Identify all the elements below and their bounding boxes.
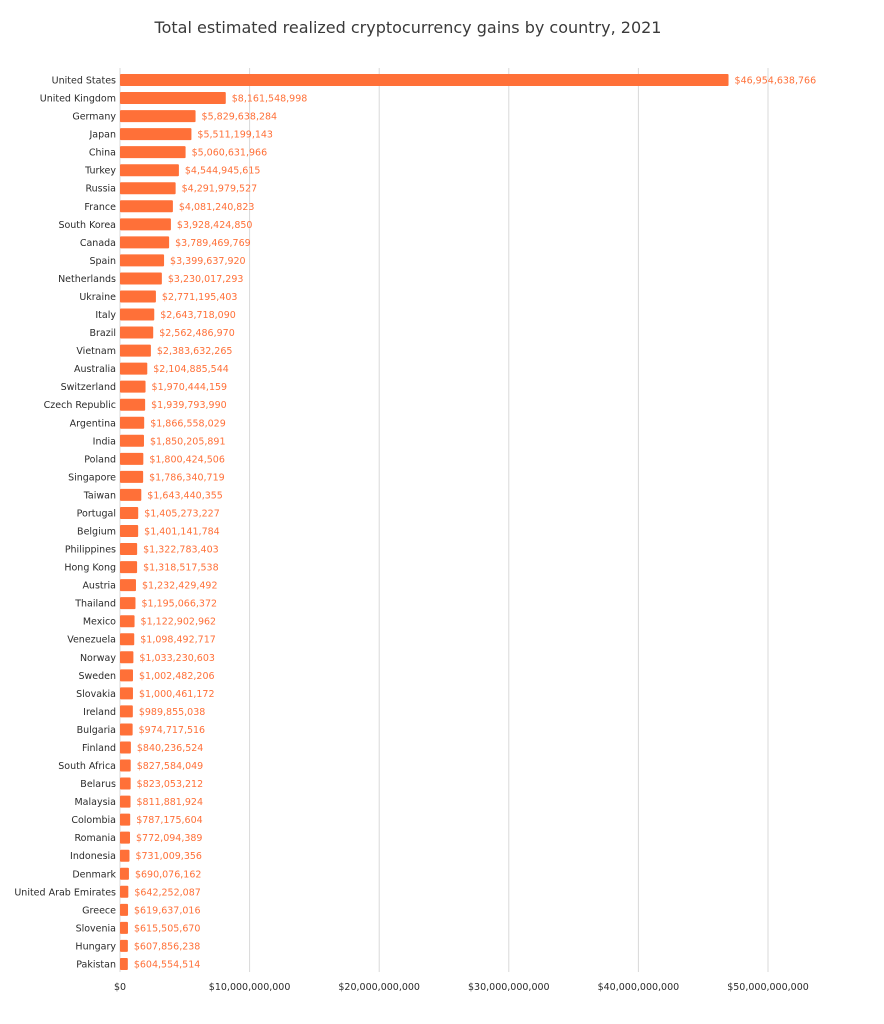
value-label: $1,000,461,172 bbox=[138, 688, 215, 700]
category-label: Bulgaria bbox=[76, 724, 116, 736]
value-label: $1,405,273,227 bbox=[144, 508, 220, 520]
bar bbox=[120, 741, 131, 753]
value-label: $1,322,783,403 bbox=[143, 544, 219, 556]
category-label: Philippines bbox=[64, 544, 116, 556]
bar bbox=[120, 651, 133, 663]
category-label: Slovenia bbox=[75, 923, 116, 935]
x-tick-label: $30,000,000,000 bbox=[468, 982, 550, 993]
category-label: Romania bbox=[74, 833, 116, 845]
value-label: $1,850,205,891 bbox=[149, 436, 226, 448]
category-label: Spain bbox=[89, 255, 116, 267]
category-label: Venezuela bbox=[67, 634, 116, 646]
bar bbox=[120, 543, 137, 555]
category-label: Germany bbox=[72, 111, 116, 123]
value-label: $5,829,638,284 bbox=[201, 111, 278, 123]
value-label: $3,928,424,850 bbox=[176, 219, 253, 231]
value-label: $1,643,440,355 bbox=[147, 490, 223, 502]
bar bbox=[120, 922, 128, 934]
category-label: Belarus bbox=[80, 779, 116, 791]
value-label: $1,866,558,029 bbox=[150, 418, 226, 430]
value-label: $1,002,482,206 bbox=[138, 670, 215, 682]
value-label: $1,318,517,538 bbox=[143, 562, 219, 574]
category-label: United Arab Emirates bbox=[14, 887, 116, 899]
bar bbox=[120, 886, 128, 898]
bar bbox=[120, 254, 164, 266]
x-tick-label: $40,000,000,000 bbox=[597, 982, 680, 993]
category-label: Brazil bbox=[89, 328, 116, 340]
value-label: $731,009,356 bbox=[135, 851, 202, 863]
category-label: Czech Republic bbox=[43, 400, 116, 412]
category-label: Canada bbox=[79, 237, 116, 249]
bar bbox=[120, 669, 133, 681]
value-label: $2,562,486,970 bbox=[159, 328, 235, 340]
category-label: China bbox=[88, 147, 116, 159]
category-label: Singapore bbox=[68, 472, 116, 484]
chart-title: Total estimated realized cryptocurrency gains by country, 2021 bbox=[154, 18, 662, 37]
bar bbox=[120, 128, 191, 140]
value-label: $2,643,718,090 bbox=[160, 310, 236, 322]
bar bbox=[120, 832, 130, 844]
bar bbox=[120, 309, 154, 321]
category-label: India bbox=[92, 436, 116, 448]
bar bbox=[120, 272, 162, 284]
value-label: $2,104,885,544 bbox=[153, 364, 229, 376]
value-label: $974,717,516 bbox=[138, 724, 206, 736]
value-label: $787,175,604 bbox=[136, 815, 203, 827]
bar bbox=[120, 723, 133, 735]
bar bbox=[120, 92, 226, 104]
value-label: $1,195,066,372 bbox=[141, 598, 218, 610]
category-label: Greece bbox=[82, 905, 116, 917]
category-label: France bbox=[84, 201, 116, 213]
bar bbox=[120, 579, 136, 591]
category-label: Japan bbox=[89, 129, 116, 141]
value-label: $1,098,492,717 bbox=[140, 634, 216, 646]
value-label: $5,511,199,143 bbox=[197, 129, 273, 141]
x-tick-label: $50,000,000,000 bbox=[727, 982, 809, 993]
value-label: $823,053,212 bbox=[136, 779, 204, 791]
bar bbox=[120, 399, 145, 411]
category-label: Poland bbox=[84, 454, 116, 466]
bar bbox=[120, 200, 173, 212]
category-label: Ireland bbox=[83, 706, 116, 718]
value-label: $46,954,638,766 bbox=[734, 75, 817, 87]
category-label: Thailand bbox=[75, 598, 116, 610]
bar bbox=[120, 778, 131, 790]
bar bbox=[120, 615, 135, 627]
x-axis-ticks bbox=[114, 982, 809, 993]
bar bbox=[120, 633, 134, 645]
bar bbox=[120, 164, 179, 176]
category-label: Russia bbox=[85, 183, 116, 195]
bar bbox=[120, 110, 196, 122]
value-label: $642,252,087 bbox=[134, 887, 201, 899]
value-label: $1,800,424,506 bbox=[149, 454, 225, 466]
value-label: $1,401,141,784 bbox=[144, 526, 220, 538]
bar bbox=[120, 507, 138, 519]
category-label: Malaysia bbox=[74, 797, 116, 809]
x-tick-label: $0 bbox=[113, 982, 127, 993]
value-label: $1,786,340,719 bbox=[149, 472, 225, 484]
bar bbox=[120, 435, 144, 447]
bar bbox=[120, 904, 128, 916]
bar bbox=[120, 525, 138, 537]
category-label: Belgium bbox=[77, 526, 116, 538]
value-label: $811,881,924 bbox=[136, 797, 204, 809]
value-label: $4,291,979,527 bbox=[181, 183, 258, 195]
bar bbox=[120, 182, 176, 194]
value-label: $4,081,240,823 bbox=[178, 201, 255, 213]
category-label: Slovakia bbox=[76, 688, 116, 700]
value-label: $607,856,238 bbox=[133, 941, 201, 953]
category-label: United States bbox=[51, 75, 116, 87]
x-tick-label: $20,000,000,000 bbox=[338, 982, 420, 993]
category-label: Finland bbox=[82, 742, 116, 754]
value-label: $827,584,049 bbox=[136, 761, 204, 773]
category-label: Turkey bbox=[85, 165, 116, 177]
bar bbox=[120, 940, 128, 952]
value-label: $8,161,548,998 bbox=[231, 93, 308, 105]
x-tick-label: $10,000,000,000 bbox=[208, 982, 291, 993]
bar bbox=[120, 290, 156, 302]
value-label: $1,033,230,603 bbox=[139, 652, 215, 664]
value-label: $604,554,514 bbox=[133, 959, 201, 971]
value-label: $1,122,902,962 bbox=[140, 616, 217, 628]
category-label: Vietnam bbox=[76, 346, 116, 358]
category-label: Taiwan bbox=[83, 490, 116, 502]
value-label: $2,771,195,403 bbox=[161, 291, 238, 303]
category-label: South Africa bbox=[58, 761, 116, 773]
bar bbox=[120, 796, 131, 808]
bar bbox=[120, 74, 729, 86]
category-label: Hong Kong bbox=[64, 562, 116, 574]
value-label: $772,094,389 bbox=[136, 833, 203, 845]
value-label: $3,399,637,920 bbox=[170, 255, 246, 267]
value-label: $1,939,793,990 bbox=[151, 400, 227, 412]
bar bbox=[120, 814, 130, 826]
category-label: Mexico bbox=[82, 616, 116, 628]
value-label: $3,789,469,769 bbox=[175, 237, 251, 249]
category-label: South Korea bbox=[58, 219, 116, 231]
bar bbox=[120, 958, 128, 970]
bar bbox=[120, 345, 151, 357]
bar bbox=[120, 760, 131, 772]
category-label: Colombia bbox=[71, 815, 116, 827]
value-label: $1,970,444,159 bbox=[151, 382, 228, 394]
value-label: $3,230,017,293 bbox=[167, 273, 244, 285]
category-label: Italy bbox=[95, 310, 116, 322]
bar bbox=[120, 381, 146, 393]
bar bbox=[120, 489, 141, 501]
value-label: $690,076,162 bbox=[134, 869, 202, 881]
category-label: Sweden bbox=[78, 670, 116, 682]
bars bbox=[14, 74, 816, 970]
bar bbox=[120, 850, 129, 862]
category-label: United Kingdom bbox=[39, 93, 116, 105]
value-label: $989,855,038 bbox=[138, 706, 206, 718]
bar bbox=[120, 218, 171, 230]
category-label: Argentina bbox=[69, 418, 116, 430]
bar bbox=[120, 453, 143, 465]
bar bbox=[120, 868, 129, 880]
bar bbox=[120, 687, 133, 699]
bar bbox=[120, 561, 137, 573]
bar bbox=[120, 471, 143, 483]
value-label: $2,383,632,265 bbox=[156, 346, 233, 358]
category-label: Switzerland bbox=[60, 382, 116, 394]
value-label: $1,232,429,492 bbox=[141, 580, 218, 592]
bar bbox=[120, 363, 147, 375]
category-label: Netherlands bbox=[58, 273, 116, 285]
value-label: $619,637,016 bbox=[134, 905, 201, 917]
category-label: Norway bbox=[79, 652, 116, 664]
value-label: $840,236,524 bbox=[136, 742, 204, 754]
value-label: $615,505,670 bbox=[133, 923, 201, 935]
value-label: $4,544,945,615 bbox=[184, 165, 261, 177]
category-label: Ukraine bbox=[79, 291, 116, 303]
category-label: Hungary bbox=[75, 941, 116, 953]
bar bbox=[120, 417, 144, 429]
value-label: $5,060,631,966 bbox=[191, 147, 268, 159]
bar bbox=[120, 146, 186, 158]
category-label: Indonesia bbox=[70, 851, 116, 863]
category-label: Denmark bbox=[72, 869, 116, 881]
category-label: Australia bbox=[73, 364, 116, 376]
bar bbox=[120, 705, 133, 717]
category-label: Pakistan bbox=[76, 959, 116, 971]
bar bbox=[120, 597, 135, 609]
category-label: Austria bbox=[82, 580, 116, 592]
bar bbox=[120, 327, 153, 339]
category-label: Portugal bbox=[76, 508, 116, 520]
bar bbox=[120, 236, 169, 248]
